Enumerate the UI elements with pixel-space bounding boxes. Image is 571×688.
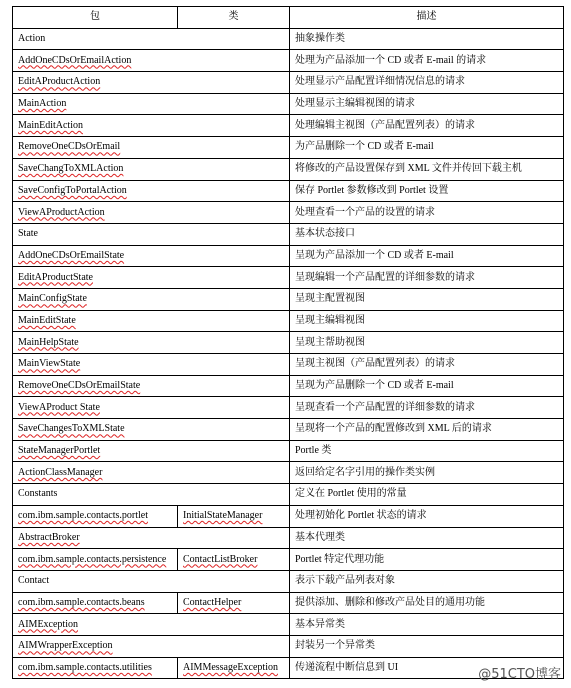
class-cell xyxy=(13,635,290,657)
package-cell xyxy=(13,549,178,571)
description-cell-text: Portlet 特定代理功能 xyxy=(295,553,385,565)
description-cell-text: 保存 Portlet 参数修改到 Portlet 设置 xyxy=(295,184,449,196)
package-cell-text: com.ibm.sample.contacts.portlet xyxy=(18,510,148,522)
description-cell-text: 呈现主编辑视图 xyxy=(295,314,365,326)
description-cell xyxy=(290,635,564,657)
class-cell xyxy=(13,440,290,462)
class-cell xyxy=(13,72,290,94)
description-cell xyxy=(290,332,564,354)
table-row xyxy=(13,245,564,267)
header-class: 类 xyxy=(178,7,290,29)
description-cell-text: 基本异常类 xyxy=(295,618,345,630)
description-cell xyxy=(290,115,564,137)
table-row xyxy=(13,50,564,72)
package-cell-text: com.ibm.sample.contacts.utilities xyxy=(18,661,152,673)
class-cell-text: ViewAProductAction xyxy=(18,206,105,218)
class-cell-text: InitialStateManager xyxy=(183,510,263,522)
class-cell-text: EditAProductAction xyxy=(18,76,101,88)
description-cell xyxy=(290,50,564,72)
table-row xyxy=(13,28,564,50)
table-row xyxy=(13,419,564,441)
description-cell xyxy=(290,505,564,527)
description-cell xyxy=(290,549,564,571)
table-row xyxy=(13,115,564,137)
class-cell-text: AddOneCDsOrEmailAction xyxy=(18,54,132,66)
table-row xyxy=(13,397,564,419)
table-row xyxy=(13,440,564,462)
site-watermark: @51CTO博客 xyxy=(478,667,561,682)
class-cell xyxy=(178,505,290,527)
class-cell-text: ViewAProduct State xyxy=(18,401,100,413)
table-row xyxy=(13,592,564,614)
description-cell-text: 封装另一个异常类 xyxy=(295,640,375,652)
description-cell-text: 处理显示主编辑视图的请求 xyxy=(295,98,415,110)
class-cell xyxy=(13,50,290,72)
description-cell-text: 抽象操作类 xyxy=(295,33,345,45)
class-cell-text: AIMWrapperException xyxy=(18,640,113,652)
description-cell xyxy=(290,354,564,376)
description-cell xyxy=(290,570,564,592)
table-row xyxy=(13,570,564,592)
description-cell xyxy=(290,180,564,202)
table-row xyxy=(13,158,564,180)
table-row xyxy=(13,288,564,310)
table-row xyxy=(13,137,564,159)
class-cell xyxy=(13,180,290,202)
table-row xyxy=(13,549,564,571)
description-cell xyxy=(290,158,564,180)
description-cell-text: 将修改的产品设置保存到 XML 文件并传回下载主机 xyxy=(295,163,522,175)
class-cell-text: AIMException xyxy=(18,618,78,630)
description-cell-text: 处理为产品添加一个 CD 或者 E-mail 的请求 xyxy=(295,54,487,66)
class-cell-text: EditAProductState xyxy=(18,271,93,283)
description-cell xyxy=(290,462,564,484)
class-cell-text: AbstractBroker xyxy=(18,531,80,543)
description-cell xyxy=(290,484,564,506)
class-cell xyxy=(13,223,290,245)
description-cell xyxy=(290,592,564,614)
description-cell-text: 表示下载产品列表对象 xyxy=(295,575,395,587)
description-cell xyxy=(290,375,564,397)
description-cell xyxy=(290,245,564,267)
description-cell-text: 处理编辑主视图（产品配置列表）的请求 xyxy=(295,119,475,131)
description-cell-text: 基本状态接口 xyxy=(295,228,355,240)
package-cell xyxy=(13,592,178,614)
class-cell-text: MainEditAction xyxy=(18,119,83,131)
description-cell xyxy=(290,28,564,50)
description-cell-text: 呈现主配置视图 xyxy=(295,293,365,305)
class-cell-text: AddOneCDsOrEmailState xyxy=(18,249,125,261)
header-package: 包 xyxy=(13,7,178,29)
class-cell xyxy=(13,397,290,419)
class-cell-text: MainEditState xyxy=(18,314,76,326)
table-row xyxy=(13,354,564,376)
description-cell-text: 提供添加、删除和修改产品处目的通用功能 xyxy=(295,596,485,608)
table-row xyxy=(13,635,564,657)
class-cell xyxy=(13,245,290,267)
table-row xyxy=(13,375,564,397)
class-cell xyxy=(13,332,290,354)
description-cell xyxy=(290,267,564,289)
table-header-row xyxy=(13,7,564,29)
description-cell-text: 传递流程中断信息到 UI xyxy=(295,661,399,673)
table-row xyxy=(13,93,564,115)
description-cell-text: 呈现为产品删除一个 CD 或者 E-mail xyxy=(295,380,454,392)
description-cell xyxy=(290,527,564,549)
class-cell xyxy=(13,158,290,180)
class-cell-text: Constants xyxy=(18,488,58,500)
description-cell xyxy=(290,397,564,419)
class-cell xyxy=(13,570,290,592)
class-cell-text: SaveChangToXMLAction xyxy=(18,163,124,175)
package-cell-text: com.ibm.sample.contacts.beans xyxy=(18,596,145,608)
package-cell xyxy=(13,505,178,527)
description-cell-text: 呈现主帮助视图 xyxy=(295,336,365,348)
table-row xyxy=(13,223,564,245)
class-cell xyxy=(13,419,290,441)
description-cell-text: 处理初始化 Portlet 状态的请求 xyxy=(295,510,427,522)
table-row xyxy=(13,484,564,506)
description-cell xyxy=(290,93,564,115)
package-cell xyxy=(13,657,178,679)
class-cell-text: Contact xyxy=(18,575,50,587)
table-row xyxy=(13,202,564,224)
table-row xyxy=(13,310,564,332)
description-cell-text: 处理查看一个产品的设置的请求 xyxy=(295,206,435,218)
class-cell xyxy=(13,28,290,50)
class-cell xyxy=(13,310,290,332)
table-row xyxy=(13,614,564,636)
class-cell-text: RemoveOneCDsOrEmail xyxy=(18,141,121,153)
class-cell xyxy=(13,137,290,159)
class-cell xyxy=(13,375,290,397)
class-cell-text: SaveChangesToXMLState xyxy=(18,423,125,435)
description-cell-text: 呈现编辑一个产品配置的详细参数的请求 xyxy=(295,271,475,283)
class-cell xyxy=(13,614,290,636)
class-description-table xyxy=(12,6,564,679)
class-cell-text: SaveConfigToPortalAction xyxy=(18,184,127,196)
description-cell-text: 呈现主视图（产品配置列表）的请求 xyxy=(295,358,455,370)
package-cell-text: com.ibm.sample.contacts.persistence xyxy=(18,553,167,565)
class-cell xyxy=(13,93,290,115)
class-cell-text: MainHelpState xyxy=(18,336,79,348)
description-cell-text: 返回给定名字引用的操作类实例 xyxy=(295,466,435,478)
description-cell xyxy=(290,202,564,224)
class-cell xyxy=(13,115,290,137)
description-cell xyxy=(290,223,564,245)
description-cell xyxy=(290,614,564,636)
description-cell xyxy=(290,137,564,159)
description-cell-text: 呈现查看一个产品配置的详细参数的请求 xyxy=(295,401,475,413)
class-cell-text: ContactHelper xyxy=(183,596,242,608)
description-cell xyxy=(290,310,564,332)
class-cell xyxy=(178,549,290,571)
table-row xyxy=(13,462,564,484)
class-cell-text: RemoveOneCDsOrEmailState xyxy=(18,380,141,392)
description-cell-text: 呈现将一个产品的配置修改到 XML 后的请求 xyxy=(295,423,492,435)
table-row xyxy=(13,527,564,549)
description-cell-text: 处理显示产品配置详细情况信息的请求 xyxy=(295,76,465,88)
table-row xyxy=(13,180,564,202)
class-cell-text: StateManagerPortlet xyxy=(18,445,101,457)
class-cell-text: MainConfigState xyxy=(18,293,87,305)
class-cell-text: MainViewState xyxy=(18,358,81,370)
table-row xyxy=(13,72,564,94)
class-cell xyxy=(13,484,290,506)
table-row xyxy=(13,332,564,354)
class-cell-text: AIMMessageException xyxy=(183,661,278,673)
class-cell-text: ActionClassManager xyxy=(18,466,103,478)
class-cell xyxy=(178,657,290,679)
description-cell xyxy=(290,440,564,462)
class-cell-text: MainAction xyxy=(18,98,67,110)
table-row xyxy=(13,267,564,289)
description-cell-text: Portle 类 xyxy=(295,445,332,457)
description-cell xyxy=(290,72,564,94)
class-cell xyxy=(13,267,290,289)
class-cell xyxy=(13,202,290,224)
description-cell-text: 定义在 Portlet 使用的常量 xyxy=(295,488,407,500)
class-cell xyxy=(13,462,290,484)
table-row xyxy=(13,505,564,527)
description-cell-text: 为产品删除一个 CD 或者 E-mail xyxy=(295,141,434,153)
header-description: 描述 xyxy=(290,7,564,29)
description-cell xyxy=(290,288,564,310)
class-cell xyxy=(178,592,290,614)
class-cell xyxy=(13,354,290,376)
class-cell xyxy=(13,527,290,549)
class-cell xyxy=(13,288,290,310)
description-cell-text: 呈现为产品添加一个 CD 或者 E-mail xyxy=(295,249,454,261)
class-cell-text: State xyxy=(18,228,38,240)
class-cell-text: ContactListBroker xyxy=(183,553,258,565)
description-cell xyxy=(290,419,564,441)
description-cell-text: 基本代理类 xyxy=(295,531,345,543)
class-cell-text: Action xyxy=(18,33,46,45)
